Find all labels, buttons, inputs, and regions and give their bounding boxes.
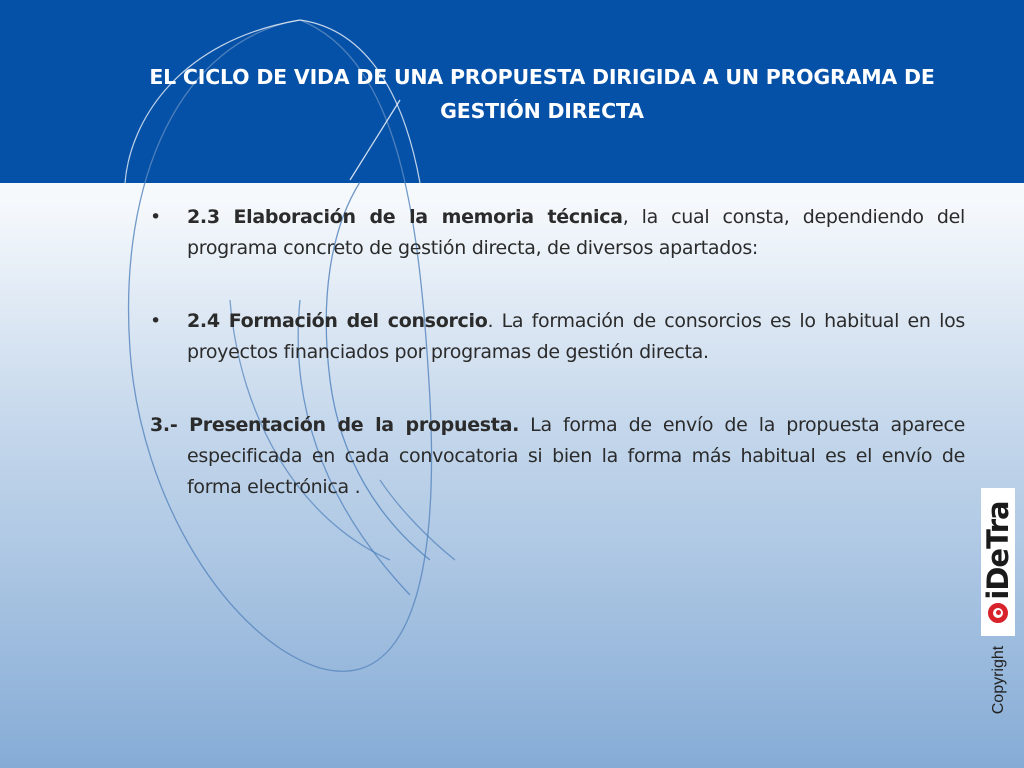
page-title <box>110 60 974 128</box>
section-paragraph <box>150 410 965 503</box>
bullet-icon: • <box>150 206 161 228</box>
item-heading: 2.4 Formación del consorcio <box>187 310 488 332</box>
section-text: La forma de envío de la propuesta aparece especificada en cada convocatoria si bien la forma más habitual es el envío de forma electrónica . <box>187 414 965 498</box>
section-heading: 3.- Presentación de la propuesta. <box>150 414 520 436</box>
list-item <box>150 306 965 368</box>
item-heading: 2.3 Elaboración de la memoria técnica <box>187 206 623 228</box>
idetra-logo <box>981 488 1015 636</box>
item-text: . La formación de consorcios es lo habitual en los proyectos financiados por programas de gestión directa. <box>187 310 965 363</box>
copyright-label: Copyright <box>990 645 1007 715</box>
page-title-line2: GESTIÓN DIRECTA <box>440 99 644 123</box>
page-title-line1: EL CICLO DE VIDA DE UNA PROPUESTA DIRIGIDA A UN PROGRAMA DE <box>149 65 935 89</box>
logo-text: iDeTra <box>981 501 1015 600</box>
list-item <box>150 202 965 264</box>
bullet-icon: • <box>150 310 161 332</box>
item-text: , la cual consta, dependiendo del programa concreto de gestión directa, de diversos apartados: <box>187 206 966 259</box>
logo-ring-icon <box>988 603 1008 623</box>
slide-body <box>150 202 965 545</box>
